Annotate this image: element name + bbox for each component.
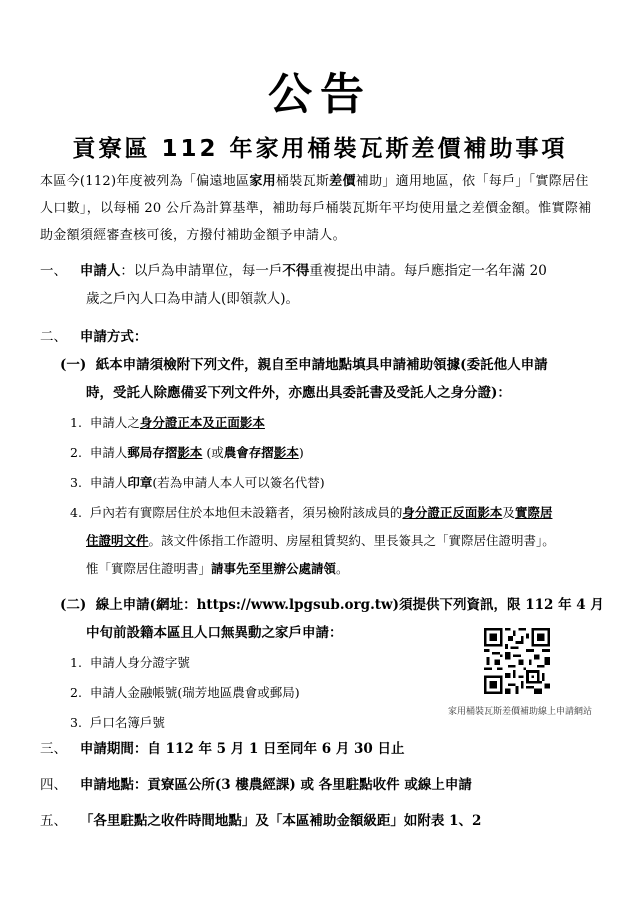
- doc-item-1-text-1: 申請人之: [89, 415, 140, 430]
- page-subtitle: 貢寮區 112 年家用桶裝瓦斯差價補助事項: [72, 136, 568, 162]
- doc-item-4-text-5: 住證明文件: [86, 533, 149, 548]
- section-1-text-3: 重複提出申請。每戶應指定一名年滿 20: [309, 263, 547, 279]
- doc-item-2-text-2: 郵局存摺: [127, 445, 178, 460]
- section-3-text: 申請期間：自 112 年 5 月 1 日至同年 6 月 30 日止: [79, 741, 405, 757]
- section-3: [40, 734, 405, 764]
- section-5-text: 「各里駐點之收件時間地點」及「本區補助金額級距」如附表 1、2: [79, 813, 482, 829]
- doc-item-4-text-4: 實際居: [514, 505, 553, 520]
- section-4-text: 申請地點：貢寮區公所(3 樓農經課) 或 各里駐點收件 或線上申請: [79, 777, 472, 793]
- qr-code-caption: 家用桶裝瓦斯差價補助線上申請網站: [448, 707, 593, 717]
- online-item-3-number: 3.: [70, 715, 82, 730]
- qr-code-icon[interactable]: [484, 628, 550, 694]
- doc-item-3-text-2: 印章: [127, 475, 153, 490]
- doc-item-3-text-3: (若為申請人本人可以簽名代替): [152, 475, 325, 490]
- section-1-number: 一、: [40, 263, 67, 279]
- doc-item-2-text-4: (或: [202, 445, 224, 460]
- intro-text-2: 家用: [249, 174, 276, 189]
- doc-item-4-line-2: [86, 526, 555, 556]
- section-1-line-1: [40, 256, 547, 286]
- intro-text-4: 差價: [329, 174, 356, 189]
- section-1-line-2: 歲之戶內人口為申請人(即領款人)。: [86, 291, 300, 307]
- section-2b-line-2: 中旬前設籍本區且人口無異動之家戶申請：: [86, 625, 343, 641]
- section-1-label: 申請人: [79, 263, 121, 279]
- doc-item-4-text-1: 戶內若有實際居住於本地但未設籍者，須另檢附該成員的: [89, 505, 403, 520]
- online-item-3-text: 戶口名簿戶號: [89, 715, 165, 730]
- doc-item-2-text-7: ): [298, 445, 304, 460]
- section-5: [40, 806, 481, 836]
- doc-item-4-number: 4.: [70, 505, 82, 520]
- doc-item-2-text-1: 申請人: [89, 445, 128, 460]
- online-item-2: [70, 678, 300, 708]
- section-2b-number: (二): [60, 597, 87, 613]
- intro-text-3: 桶裝瓦斯: [275, 174, 330, 189]
- doc-item-1-number: 1.: [70, 415, 82, 430]
- intro-text-5: 補助」適用地區，依「每戶」「實際居住人口數」，以每桶 20 公斤為計算基準，補助每戶桶裝瓦斯年平均使用量之差價金額。惟實際補助金額須經審查核可後，方撥付補助金額予申請人。: [40, 174, 592, 243]
- section-1-text-2: 不得: [282, 263, 310, 279]
- section-3-number: 三、: [40, 741, 67, 757]
- doc-item-3-number: 3.: [70, 475, 82, 490]
- intro-text-1: 本區今(112)年度被列為「偏遠地區: [40, 174, 250, 189]
- section-4-number: 四、: [40, 777, 67, 793]
- doc-item-4-text-9: 。: [336, 561, 349, 576]
- section-2a-text-1: 紙本申請須檢附下列文件，親自至申請地點填具申請補助領據(委託他人申請: [95, 357, 548, 373]
- doc-item-3-text-1: 申請人: [89, 475, 128, 490]
- doc-item-2-text-5: 農會存摺: [223, 445, 274, 460]
- intro-paragraph: [40, 168, 600, 249]
- doc-item-2-number: 2.: [70, 445, 82, 460]
- doc-item-1-text-2: 身分證正本及正面影本: [139, 415, 265, 430]
- online-item-1: [70, 648, 190, 678]
- doc-item-4-text-6: 。該文件係指工作證明、房屋租賃契約、里長簽具之「實際居住證明書」。: [148, 533, 555, 548]
- doc-item-4-text-7: 惟「實際居住證明書」: [86, 561, 212, 576]
- doc-item-2-text-6: 影本: [273, 445, 299, 460]
- doc-item-2: [70, 438, 304, 468]
- doc-item-3: [70, 468, 325, 498]
- section-2-label: 申請方式：: [79, 329, 148, 345]
- doc-item-4-line-1: [70, 498, 552, 528]
- page-title: 公告: [268, 69, 372, 120]
- doc-item-4-line-3: [86, 554, 349, 584]
- section-1-text-1: ：以戶為申請單位，每一戶: [120, 263, 283, 279]
- doc-item-4-text-8: 請事先至里辦公處請領: [211, 561, 337, 576]
- section-2-number: 二、: [40, 329, 67, 345]
- section-2b-line-1: [60, 590, 604, 620]
- online-item-2-text: 申請人金融帳號(瑞芳地區農會或郵局): [89, 685, 300, 700]
- doc-item-4-text-2: 身分證正反面影本: [402, 505, 503, 520]
- online-item-2-number: 2.: [70, 685, 82, 700]
- section-2-heading: [40, 322, 147, 352]
- section-2a-line-2: 時，受託人除應備妥下列文件外，亦應出具委託書及受託人之身分證)：: [86, 385, 511, 401]
- section-2a-line-1: [60, 350, 548, 380]
- section-2b-text-1: 線上申請(網址：https://www.lpgsub.org.tw)須提供下列資訊，限 112 年 4 月: [95, 597, 604, 613]
- section-5-number: 五、: [40, 813, 67, 829]
- section-2a-number: (一): [60, 357, 87, 373]
- online-item-1-number: 1.: [70, 655, 82, 670]
- online-item-1-text: 申請人身分證字號: [89, 655, 190, 670]
- doc-item-4-text-3: 及: [502, 505, 515, 520]
- section-4: [40, 770, 472, 800]
- doc-item-2-text-3: 影本: [177, 445, 203, 460]
- doc-item-1: [70, 408, 265, 438]
